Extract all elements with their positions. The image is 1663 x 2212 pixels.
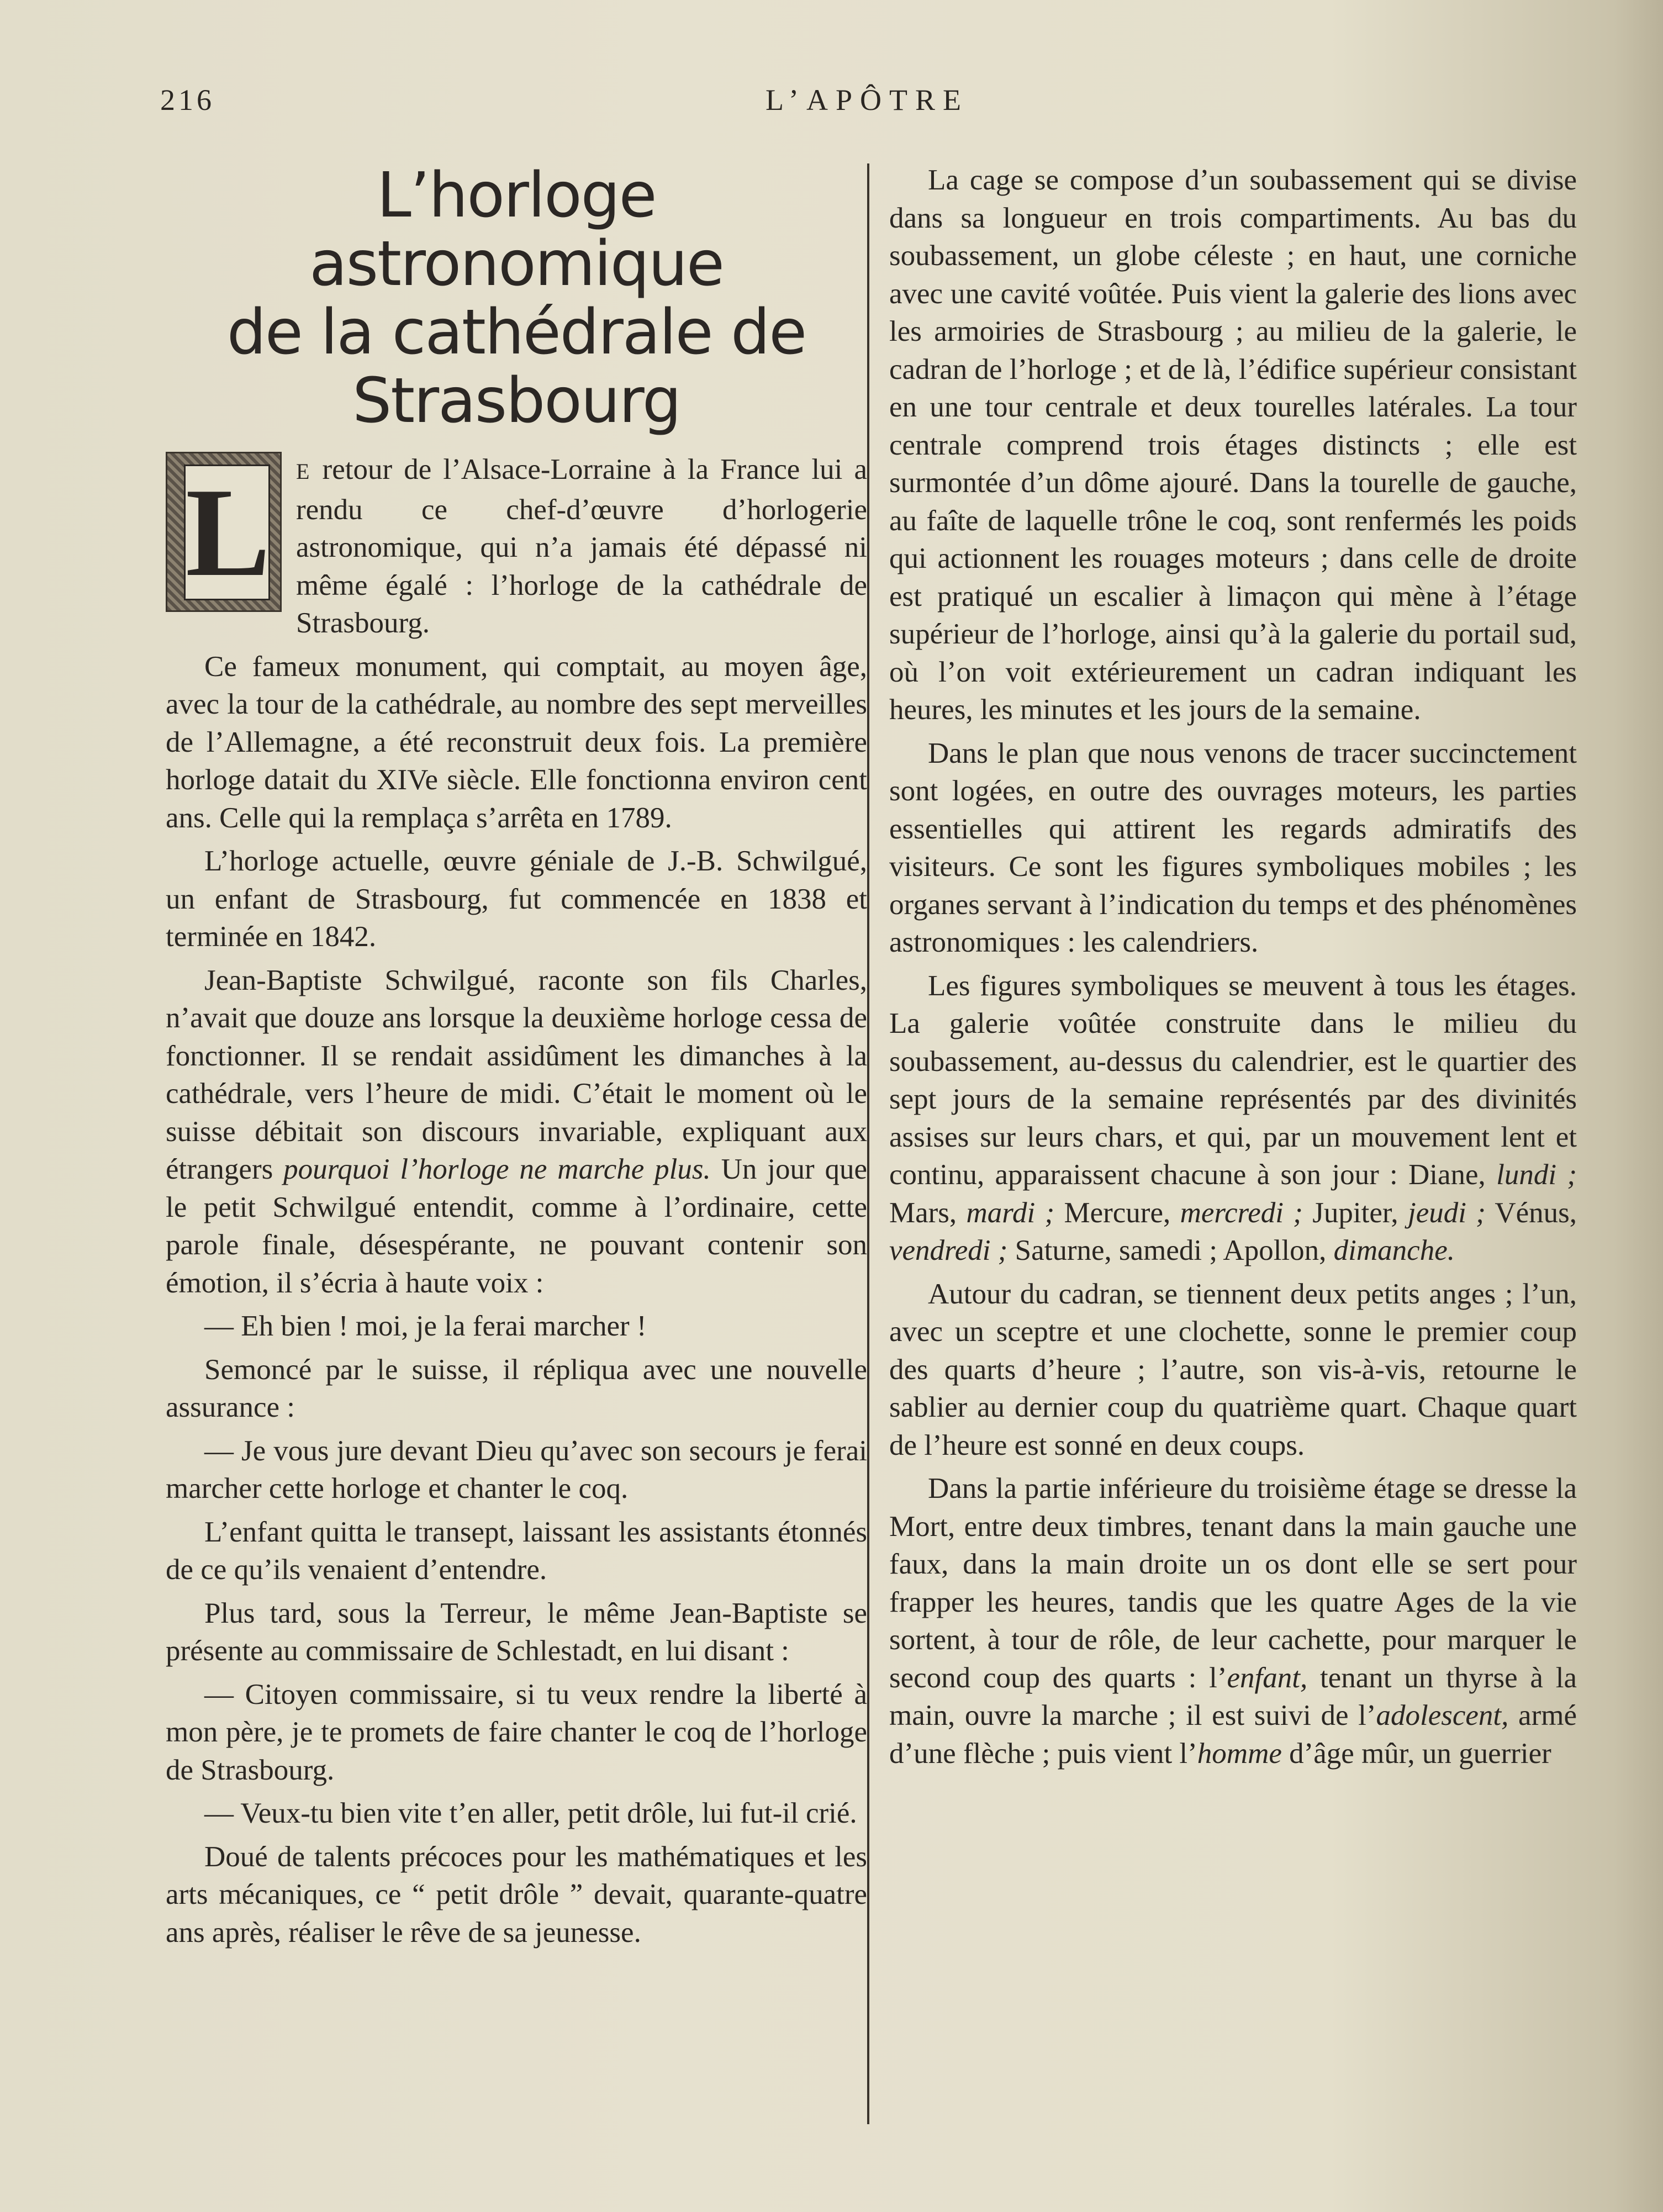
paragraph: L’horloge actuelle, œuvre géniale de J.-B. Schwilgué, un enfant de Strasbourg, fut commencée en 1838 et terminée en 1842. <box>166 845 867 953</box>
text-run: Un jour que le petit Schwilgué entendit, comme à l’ordinaire, cette parole finale, désespérante, ne pouvant contenir son émotion, il s’écria à haute voix : <box>166 1153 867 1299</box>
article-title-line2: de la cathédrale de <box>226 297 806 368</box>
italic-term: adolescent, <box>1376 1699 1509 1731</box>
paragraph-intro <box>166 451 867 642</box>
italic-term: enfant, <box>1227 1661 1308 1694</box>
column-divider <box>867 163 869 2124</box>
text-run: Mars, <box>889 1196 967 1229</box>
text-run: Dans la partie inférieure du troisième étage se dresse la Mort, entre deux timbres, tenant dans la main gauche une faux, dans la main droite un os dont elle se sert pour frapper les heures, tandis que les quatre Ages de la vie sortent, à tour de rôle, de leur cachette, pour marquer le second coup des quarts : l’ <box>889 1472 1577 1694</box>
text-run: Mercure, <box>1054 1196 1180 1229</box>
italic-day: jeudi ; <box>1407 1196 1486 1229</box>
italic-day: lundi ; <box>1496 1159 1577 1191</box>
italic-day: vendredi ; <box>889 1234 1008 1266</box>
text-run: armé d’une flèche ; puis vient l’ <box>889 1699 1577 1770</box>
paragraph <box>889 967 1577 1270</box>
right-column <box>889 161 1577 1778</box>
dialogue-line: — Veux-tu bien vite t’en aller, petit drôle, lui fut-il crié. <box>204 1797 857 1829</box>
italic-day: mercredi ; <box>1180 1196 1303 1229</box>
article-title <box>166 161 867 435</box>
paragraph <box>166 962 867 1302</box>
paragraph: Dans le plan que nous venons de tracer succinctement sont logées, en outre des ouvrages moteurs, les parties essentielles qui attirent les regards admiratifs des visiteurs. Ce sont les figures symboliques mobiles ; les organes servant à l’indication du temps et des phénomènes astronomiques : les calendriers. <box>889 737 1577 958</box>
running-title: L’APÔTRE <box>765 83 969 117</box>
italic-day: dimanche. <box>1333 1234 1455 1266</box>
italic-term: homme <box>1197 1737 1282 1770</box>
text-run: Jupiter, <box>1302 1196 1408 1229</box>
paragraph: Autour du cadran, se tiennent deux petits anges ; l’un, avec un sceptre et une clochette, sonne le premier coup des quarts d’heure ; l’autre, son vis-à-vis, retourne le sablier au dernier coup du quatrième quart. Chaque quart de l’heure est sonné en deux coups. <box>889 1277 1577 1461</box>
italic-day: mardi ; <box>966 1196 1055 1229</box>
page-number: 216 <box>160 83 215 117</box>
ornamental-dropcap <box>166 452 282 612</box>
paragraph <box>889 1470 1577 1772</box>
dialogue-line: — Je vous jure devant Dieu qu’avec son secours je ferai marcher cette horloge et chanter le coq. <box>166 1434 867 1504</box>
paragraph: Ce fameux monument, qui comptait, au moyen âge, avec la tour de la cathédrale, au nombre des sept merveilles de l’Allemagne, a été reconstruit deux fois. La première horloge datait du XIVe siècle. Elle fonctionna environ cent ans. Celle qui la remplaça s’arrêta en 1789. <box>166 650 867 834</box>
dialogue-line: — Citoyen commissaire, si tu veux rendre la liberté à mon père, je te promets de faire chanter le coq de l’horloge de Strasbourg. <box>166 1678 867 1786</box>
paragraph: Plus tard, sous la Terreur, le même Jean-Baptiste se présente au commissaire de Schlestadt, en lui disant : <box>166 1597 867 1667</box>
intro-text: retour de l’Alsace-Lorraine à la France lui a rendu ce chef-d’œuvre d’horlogerie astronomique, qui n’a jamais été dépassé ni même égalé : l’horloge de la cathédrale de Strasbourg. <box>296 453 867 639</box>
text-run: tenant un thyrse à la main, ouvre la marche ; il est suivi de l’ <box>889 1661 1577 1731</box>
paragraph: La cage se compose d’un soubassement qui se divise dans sa longueur en trois compartiments. Au bas du soubassement, un globe céleste ; en haut, une corniche avec une cavité voûtée. Puis vient la galerie des lions avec les armoiries de Strasbourg ; au milieu de la galerie, le cadran de l’horloge ; et de là, l’édifice supérieur consistant en une tour centrale et deux tourelles latérales. La tour centrale comprend trois étages distincts ; elle est surmontée d’un dôme ajouré. Dans la tourelle de gauche, au faîte de laquelle trône le coq, sont renfermés les poids qui actionnent les rouages moteurs ; dans celle de droite est pratiqué un escalier à limaçon qui mène à l’étage supérieur de l’horloge, ainsi qu’à la galerie du portail sud, où l’on voit extérieurement un cadran indiquant les heures, les minutes et les jours de la semaine. <box>889 164 1577 726</box>
text-run: Vénus, <box>1485 1196 1577 1229</box>
left-column <box>166 161 867 1957</box>
paragraph: L’enfant quitta le transept, laissant les assistants étonnés de ce qu’ils venaient d’entendre. <box>166 1516 867 1586</box>
italic-quote: pourquoi l’horloge ne marche plus. <box>283 1153 711 1185</box>
paragraph: Doué de talents précoces pour les mathématiques et les arts mécaniques, ce “ petit drôle ” devait, quarante-quatre ans après, réaliser le rêve de sa jeunesse. <box>166 1840 867 1949</box>
text-run: d’âge mûr, un guerrier <box>1281 1737 1551 1770</box>
paragraph: Semoncé par le suisse, il répliqua avec une nouvelle assurance : <box>166 1353 867 1423</box>
dropcap-letter: L <box>184 464 270 600</box>
article-title-line3: Strasbourg <box>352 365 680 437</box>
page-header <box>160 83 1574 127</box>
text-run: Saturne, samedi ; Apollon, <box>1007 1234 1334 1266</box>
article-title-line1: L’horloge astronomique <box>309 160 724 300</box>
intro-smallcap: E <box>296 459 311 484</box>
text-run: Les figures symboliques se meuvent à tous les étages. La galerie voûtée construite dans le milieu du soubassement, au-dessus du calendrier, est le quartier des sept jours de la semaine représentés par des divinités assises sur leurs chars, et qui, par un mouvement lent et continu, apparaissent chacune à son jour : Diane, <box>889 969 1577 1191</box>
text-run: Jean-Baptiste Schwilgué, raconte son fils Charles, n’avait que douze ans lorsque la deuxième horloge cessa de fonctionner. Il se rendait assidûment les dimanches à la cathédrale, vers l’heure de midi. C’était le moment où le suisse débitait son discours invariable, expliquant aux étrangers <box>166 964 867 1185</box>
dialogue-line: — Eh bien ! moi, je la ferai marcher ! <box>204 1310 647 1342</box>
